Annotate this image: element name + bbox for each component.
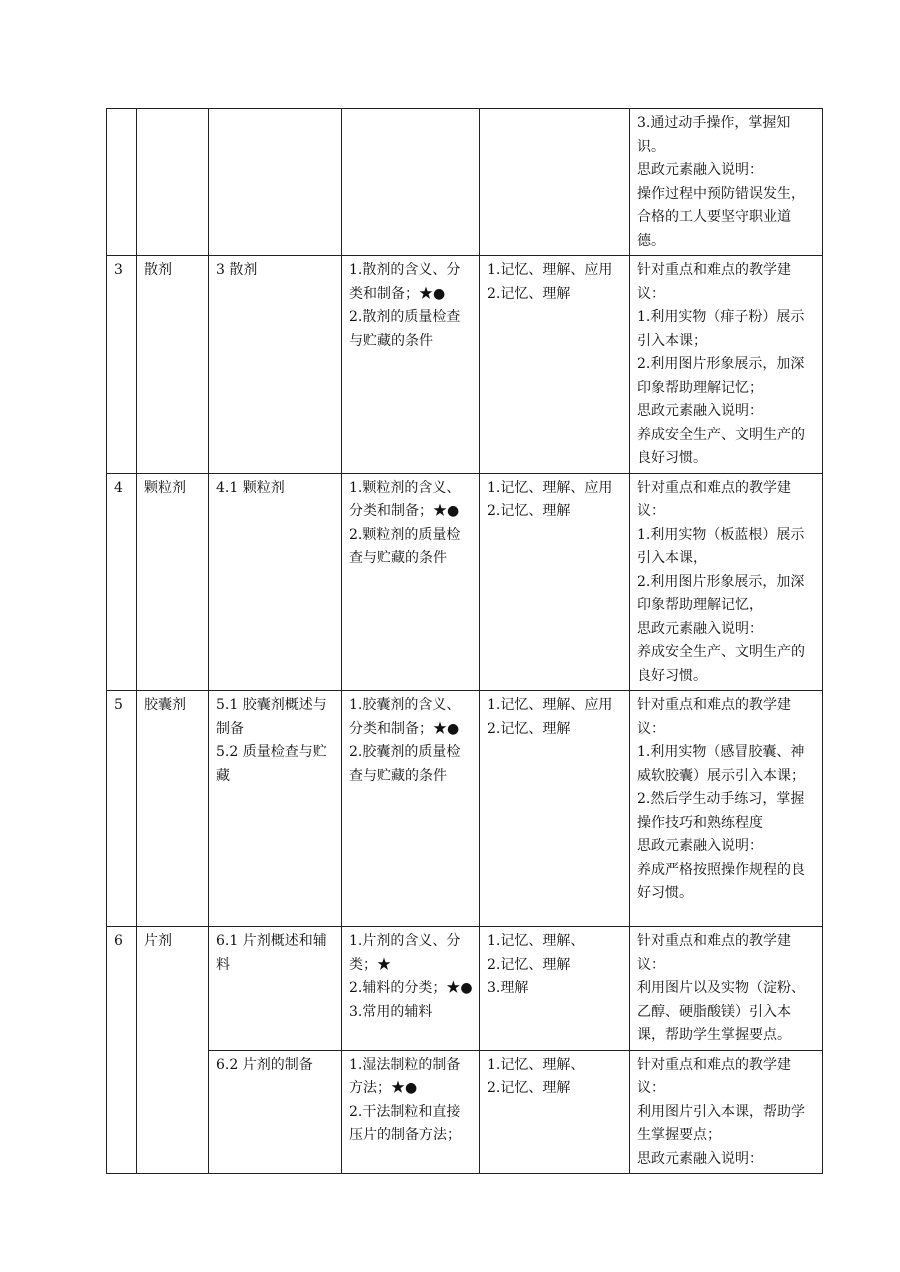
advice-line: 针对重点和难点的教学建议： — [637, 697, 791, 737]
table-body — [107, 109, 823, 1174]
level-line: 1.记忆、理解、应用 — [487, 697, 613, 713]
content-line: 1.片剂的含义、分类；★ — [349, 933, 461, 973]
section-line: 5.1 胶囊剂概述与制备 — [216, 697, 327, 737]
unit-cell — [137, 109, 209, 256]
row-number-cell: 6 — [107, 927, 137, 1174]
level-line: 2.记忆、理解 — [487, 720, 571, 737]
level-line: 1.记忆、理解、应用 — [487, 262, 613, 278]
content-line: 2.颗粒剂的质量检查与贮藏的条件 — [349, 526, 461, 566]
level-cell — [480, 473, 630, 691]
table-row — [107, 927, 823, 1051]
advice-line: 养成安全生产、文明生产的良好习惯。 — [637, 426, 805, 466]
content-line: 2.散剂的质量检查与贮藏的条件 — [349, 309, 461, 349]
curriculum-table — [106, 108, 823, 1174]
content-line: 2.干法制粒和直接压片的制备方法； — [349, 1103, 461, 1143]
content-line: 2.胶囊剂的质量检查与贮藏的条件 — [349, 744, 461, 784]
content-cell — [342, 1050, 480, 1174]
section-cell — [209, 1050, 342, 1174]
section-line: 6.2 片剂的制备 — [216, 1056, 313, 1073]
section-cell — [209, 109, 342, 256]
advice-line: 思政元素融入说明： — [637, 1150, 763, 1167]
advice-line: 2.然后学生动手练习，掌握操作技巧和熟练程度 — [637, 791, 805, 831]
advice-line: 利用图片引入本课，帮助学生掌握要点； — [637, 1103, 805, 1143]
advice-line: 利用图片以及实物（淀粉、乙醇、硬脂酸镁）引入本课，帮助学生掌握要点。 — [637, 980, 805, 1043]
row-number-cell — [107, 109, 137, 256]
unit-cell: 散剂 — [137, 256, 209, 474]
content-line: 1.颗粒剂的含义、分类和制备；★● — [349, 479, 461, 519]
advice-line: 1.利用实物（痱子粉）展示引入本课； — [637, 309, 805, 349]
advice-cell — [630, 1050, 823, 1174]
level-line: 2.记忆、理解 — [487, 956, 571, 973]
advice-cell — [630, 927, 823, 1051]
section-line: 3 散剂 — [216, 262, 258, 278]
content-line: 1.湿法制粒的制备方法；★● — [349, 1056, 461, 1096]
content-line: 3.常用的辅料 — [349, 1003, 433, 1020]
advice-line: 2.利用图片形象展示，加深印象帮助理解记忆， — [637, 573, 805, 613]
advice-line: 操作过程中预防错误发生，合格的工人要坚守职业道德。 — [637, 185, 805, 249]
table-row — [107, 1050, 823, 1174]
level-line: 2.记忆、理解 — [487, 285, 571, 302]
section-cell — [209, 256, 342, 474]
table-row — [107, 109, 823, 256]
table-row — [107, 256, 823, 474]
section-line: 4.1 颗粒剂 — [216, 479, 285, 496]
advice-line: 思政元素融入说明： — [637, 162, 763, 178]
advice-line: 3.通过动手操作，掌握知识。 — [637, 115, 791, 155]
content-cell — [342, 109, 480, 256]
table-row — [107, 473, 823, 691]
advice-line: 针对重点和难点的教学建议： — [637, 933, 791, 973]
row-number-cell: 5 — [107, 691, 137, 927]
level-line: 2.记忆、理解 — [487, 1080, 571, 1096]
content-cell — [342, 473, 480, 691]
section-cell — [209, 473, 342, 691]
section-line: 6.1 片剂概述和辅料 — [216, 933, 327, 973]
advice-line: 思政元素融入说明： — [637, 403, 763, 419]
content-line: 2.辅料的分类；★● — [349, 980, 473, 996]
level-cell — [480, 691, 630, 927]
content-line: 1.散剂的含义、分类和制备；★● — [349, 262, 461, 302]
advice-line: 针对重点和难点的教学建议： — [637, 262, 791, 302]
advice-line: 思政元素融入说明： — [637, 838, 763, 854]
advice-line: 针对重点和难点的教学建议： — [637, 479, 791, 519]
advice-line: 1.利用实物（板蓝根）展示引入本课， — [637, 526, 805, 566]
advice-line: 养成安全生产、文明生产的良好习惯。 — [637, 644, 805, 684]
content-cell — [342, 256, 480, 474]
advice-cell — [630, 109, 823, 256]
level-line: 1.记忆、理解、 — [487, 1056, 585, 1073]
section-cell — [209, 927, 342, 1051]
row-number-cell: 4 — [107, 473, 137, 691]
level-cell — [480, 927, 630, 1051]
content-cell — [342, 691, 480, 927]
advice-line: 思政元素融入说明： — [637, 620, 763, 637]
level-line: 1.记忆、理解、 — [487, 933, 585, 949]
advice-cell — [630, 473, 823, 691]
section-cell — [209, 691, 342, 927]
advice-line: 针对重点和难点的教学建议： — [637, 1056, 791, 1096]
advice-line: 2.利用图片形象展示，加深印象帮助理解记忆； — [637, 356, 805, 396]
unit-cell: 颗粒剂 — [137, 473, 209, 691]
level-cell — [480, 256, 630, 474]
level-line: 2.记忆、理解 — [487, 503, 571, 519]
advice-line: 养成严格按照操作规程的良好习惯。 — [637, 861, 805, 901]
level-line: 1.记忆、理解、应用 — [487, 479, 613, 496]
table-row — [107, 691, 823, 927]
level-cell — [480, 109, 630, 256]
section-line: 5.2 质量检查与贮藏 — [216, 744, 327, 784]
level-cell — [480, 1050, 630, 1174]
level-line: 3.理解 — [487, 980, 529, 996]
advice-cell — [630, 256, 823, 474]
unit-cell: 胶囊剂 — [137, 691, 209, 927]
advice-line: 1.利用实物（感冒胶囊、神威软胶囊）展示引入本课； — [637, 744, 805, 784]
unit-cell: 片剂 — [137, 927, 209, 1174]
row-number-cell: 3 — [107, 256, 137, 474]
advice-cell — [630, 691, 823, 927]
content-cell — [342, 927, 480, 1051]
content-line: 1.胶囊剂的含义、分类和制备；★● — [349, 697, 461, 737]
